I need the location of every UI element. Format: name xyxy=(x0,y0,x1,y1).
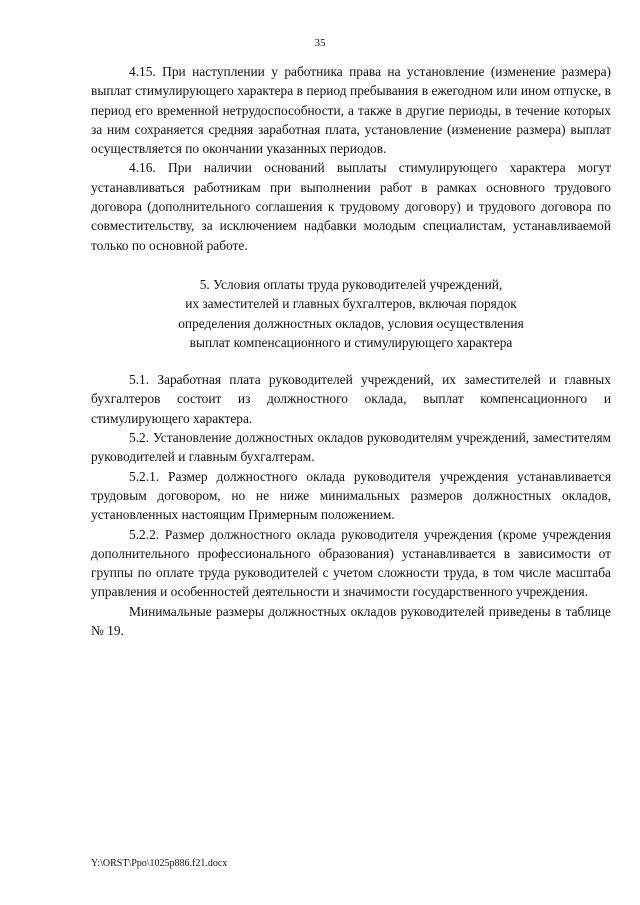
paragraph-4-16: 4.16. При наличии оснований выплаты стимулирующего характера могут устанавливаться работникам при выполнении работ в рамках основного трудового договора (дополнительного соглашения к трудовому договору) и трудового договора по совместительству, за исключением надбавки молодым специалистам, устанавливаемой только по основной работе. xyxy=(91,160,611,253)
paragraph-4-15: 4.15. При наступлении у работника права на установление (изменение размера) выплат стимулирующего характера в период пребывания в ежегодном или ином отпуске, в период его временной нетрудоспособности, а также в другие периоды, в течение которых за ним сохраняется средняя заработная плата, установление (изменение размера) выплат осуществляется по окончании указанных периодов. xyxy=(91,64,611,157)
heading-line: их заместителей и главных бухгалтеров, включая порядок xyxy=(185,296,517,312)
heading-line: выплат компенсационного и стимулирующего характера xyxy=(189,334,513,350)
footer-file-path: Y:\ORST\Ppo\1025p886.f21.docx xyxy=(91,858,228,869)
paragraph-5-1: 5.1. Заработная плата руководителей учреждений, их заместителей и главных бухгалтеров состоит из должностного оклада, выплат компенсационного и стимулирующего характера. xyxy=(91,372,611,426)
paragraph-5-2-1: 5.2.1. Размер должностного оклада руководителя учреждения устанавливается трудовым договором, но не ниже минимальных размеров должностных окладов, установленных настоящим Примерным положением. xyxy=(91,468,611,523)
heading-line: 5. Условия оплаты труда руководителей учреждений, xyxy=(199,276,503,292)
document-body xyxy=(91,62,611,640)
paragraph-5-2-2: 5.2.2. Размер должностного оклада руководителя учреждения (кроме учреждения дополнительного профессионального образования) устанавливается в зависимости от группы по оплате труда руководителей с учетом сложности труда, в том числе масштаба управления и особенностей деятельности и значимости государственного учреждения. xyxy=(91,526,611,600)
page-number: 35 xyxy=(314,37,326,49)
heading-line: определения должностных окладов, условия осуществления xyxy=(178,315,524,331)
paragraph-table-reference: Минимальные размеры должностных окладов руководителей приведены в таблице № 19. xyxy=(91,603,611,639)
section-5-heading xyxy=(91,275,611,352)
paragraph-5-2: 5.2. Установление должностных окладов руководителям учреждений, заместителям руководителей и главным бухгалтерам. xyxy=(91,430,611,465)
